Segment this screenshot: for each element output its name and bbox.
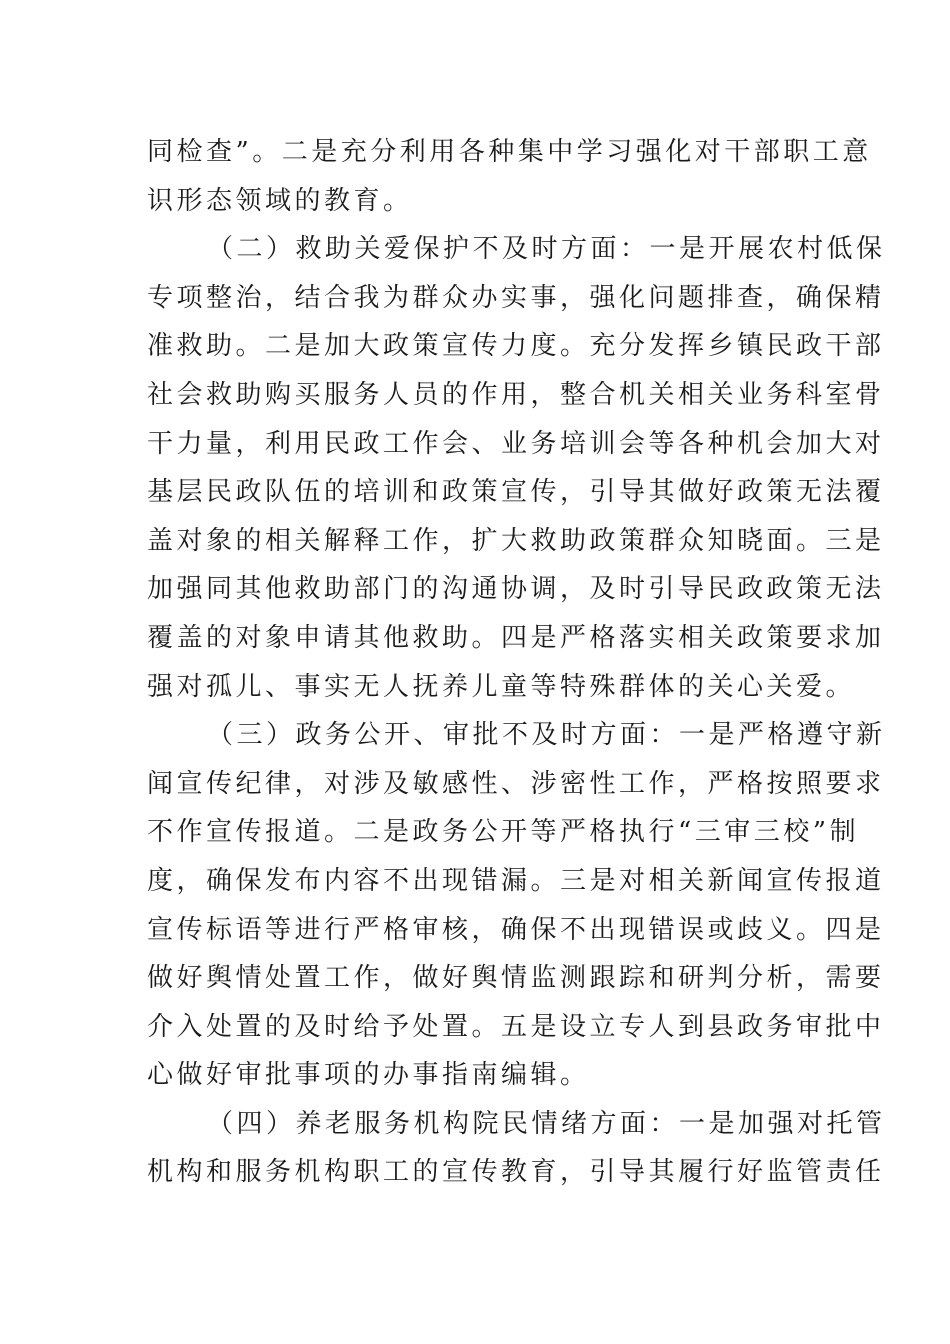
text-line: 闻宣传纪律，对涉及敏感性、涉密性工作，严格按照要求 xyxy=(147,768,885,799)
text-line: 度，确保发布内容不出现错漏。三是对相关新闻宣传报道 xyxy=(147,865,885,896)
text-line: 干力量，利用民政工作会、业务培训会等各种机会加大对 xyxy=(147,428,885,459)
paragraph-first-line: （四）养老服务机构院民情绪方面：一是加强对托管 xyxy=(207,1108,886,1139)
text-line: 基层民政队伍的培训和政策宣传，引导其做好政策无法覆 xyxy=(147,477,885,508)
text-line: 机构和服务机构职工的宣传教育，引导其履行好监管责任 xyxy=(147,1157,885,1188)
text-line: 加强同其他救助部门的沟通协调，及时引导民政政策无法 xyxy=(147,574,885,605)
paragraph-first-line: （三）政务公开、审批不及时方面：一是严格遵守新 xyxy=(207,720,886,751)
text-line: 心做好审批事项的办事指南编辑。 xyxy=(147,1060,590,1091)
text-line: 不作宣传报道。二是政务公开等严格执行“三审三校”制 xyxy=(147,817,860,848)
text-line: 社会救助购买服务人员的作用，整合机关相关业务科室骨 xyxy=(147,379,885,410)
text-line: 宣传标语等进行严格审核，确保不出现错误或歧义。四是 xyxy=(147,914,885,945)
text-line: 识形态领域的教育。 xyxy=(147,185,413,216)
text-line: 盖对象的相关解释工作，扩大救助政策群众知晓面。三是 xyxy=(147,525,885,556)
text-line: 覆盖的对象申请其他救助。四是严格落实相关政策要求加 xyxy=(147,622,885,653)
text-line: 准救助。二是加大政策宣传力度。充分发挥乡镇民政干部 xyxy=(147,331,885,362)
text-line: 介入处置的及时给予处置。五是设立专人到县政务审批中 xyxy=(147,1011,885,1042)
text-line: 专项整治，结合我为群众办实事，强化问题排查，确保精 xyxy=(147,282,885,313)
text-line: 同检查”。二是充分利用各种集中学习强化对干部职工意 xyxy=(147,137,872,167)
paragraph-first-line: （二）救助关爱保护不及时方面：一是开展农村低保 xyxy=(207,234,886,265)
text-line: 强对孤儿、事实无人抚养儿童等特殊群体的关心关爱。 xyxy=(147,671,856,702)
text-line: 做好舆情处置工作，做好舆情监测跟踪和研判分析，需要 xyxy=(147,963,885,994)
body-text xyxy=(147,128,886,1197)
